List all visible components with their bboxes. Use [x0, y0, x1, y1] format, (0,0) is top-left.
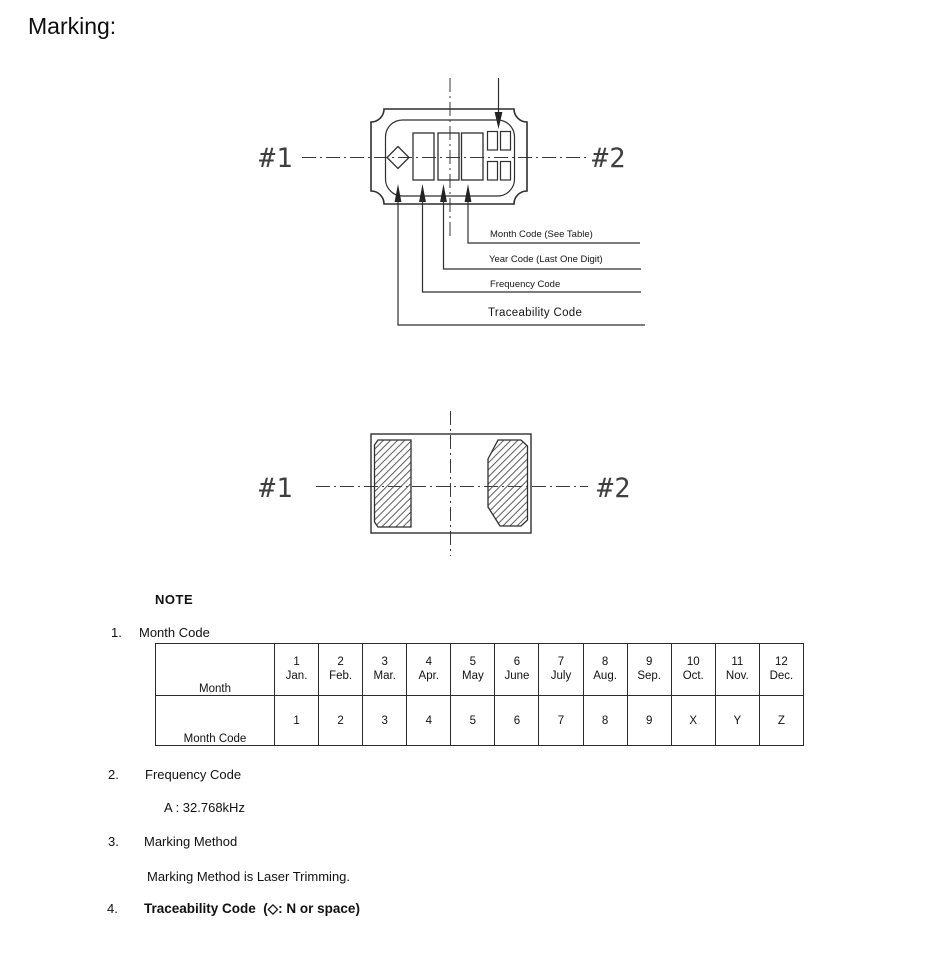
note-heading: NOTE: [155, 592, 194, 607]
month-code-row-label: Month Code: [156, 696, 275, 746]
month-header-cell: 7 July: [539, 644, 583, 696]
note-item-marking-method: [108, 834, 237, 849]
month-header-cell: 2 Feb.: [319, 644, 363, 696]
month-table-header-row: [156, 644, 804, 696]
month-header-cell: 1 Jan.: [275, 644, 319, 696]
month-code-cell: 5: [451, 696, 495, 746]
pin1-label: #1: [259, 143, 294, 174]
month-header-cell: 3 Mar.: [363, 644, 407, 696]
terminal-pad-1: [375, 440, 412, 527]
marking-method-detail: Marking Method is Laser Trimming.: [147, 869, 351, 884]
item-number: 2.: [108, 767, 119, 782]
month-code-cell: 6: [495, 696, 539, 746]
callout-month-code: Month Code (See Table): [490, 229, 593, 240]
month-code-cell: 9: [627, 696, 671, 746]
month-code-cell: Y: [715, 696, 759, 746]
month-code-box: [462, 133, 484, 180]
note-item-month-code: [111, 625, 210, 640]
month-code-cell: 2: [319, 696, 363, 746]
month-header-cell: 9 Sep.: [627, 644, 671, 696]
month-code-dot-grid: [488, 132, 511, 181]
month-table-code-row: [156, 696, 804, 746]
callout-frequency-code: Frequency Code: [490, 279, 561, 290]
item-number: 1.: [111, 625, 122, 640]
month-header-cell: 5 May: [451, 644, 495, 696]
month-code-cell: 1: [275, 696, 319, 746]
down-arrow: [495, 78, 503, 129]
month-header-cell: 6 June: [495, 644, 539, 696]
pin2-label: #2: [597, 473, 632, 504]
pin2-label: #2: [592, 143, 627, 174]
year-code-box: [438, 133, 459, 180]
item-number: 3.: [108, 834, 119, 849]
item-title: Traceability Code (◇: N or space): [144, 901, 360, 916]
marking-top-view-diagram: [230, 58, 700, 333]
item-title: Marking Method: [144, 834, 238, 849]
month-header-cell: 11 Nov.: [715, 644, 759, 696]
frequency-code-detail: A : 32.768kHz: [164, 800, 245, 815]
month-header-cell: 4 Apr.: [407, 644, 451, 696]
month-code-cell: X: [671, 696, 715, 746]
terminal-pad-2: [488, 440, 528, 526]
month-code-cell: 4: [407, 696, 451, 746]
month-header-cell: 12 Dec.: [759, 644, 803, 696]
pin1-label: #1: [259, 473, 294, 504]
item-title: Month Code: [139, 625, 210, 640]
month-code-table: [155, 643, 804, 746]
callout-traceability-code: Traceability Code: [488, 307, 583, 319]
package-bottom-view-diagram: [230, 400, 650, 570]
frequency-code-box: [413, 133, 434, 180]
package-outline: [371, 109, 527, 204]
note-item-frequency-code: [108, 767, 241, 782]
month-header-cell: 10 Oct.: [671, 644, 715, 696]
note-item-traceability-code: [107, 901, 360, 917]
month-code-cell: 7: [539, 696, 583, 746]
month-code-cell: 8: [583, 696, 627, 746]
month-code-cell: 3: [363, 696, 407, 746]
month-header-cell: 8 Aug.: [583, 644, 627, 696]
item-number: 4.: [107, 901, 118, 916]
callout-year-code: Year Code (Last One Digit): [489, 254, 603, 265]
month-row-label: Month: [156, 644, 275, 696]
page-title: Marking:: [28, 13, 117, 39]
item-title: Frequency Code: [145, 767, 242, 782]
month-code-cell: Z: [759, 696, 803, 746]
